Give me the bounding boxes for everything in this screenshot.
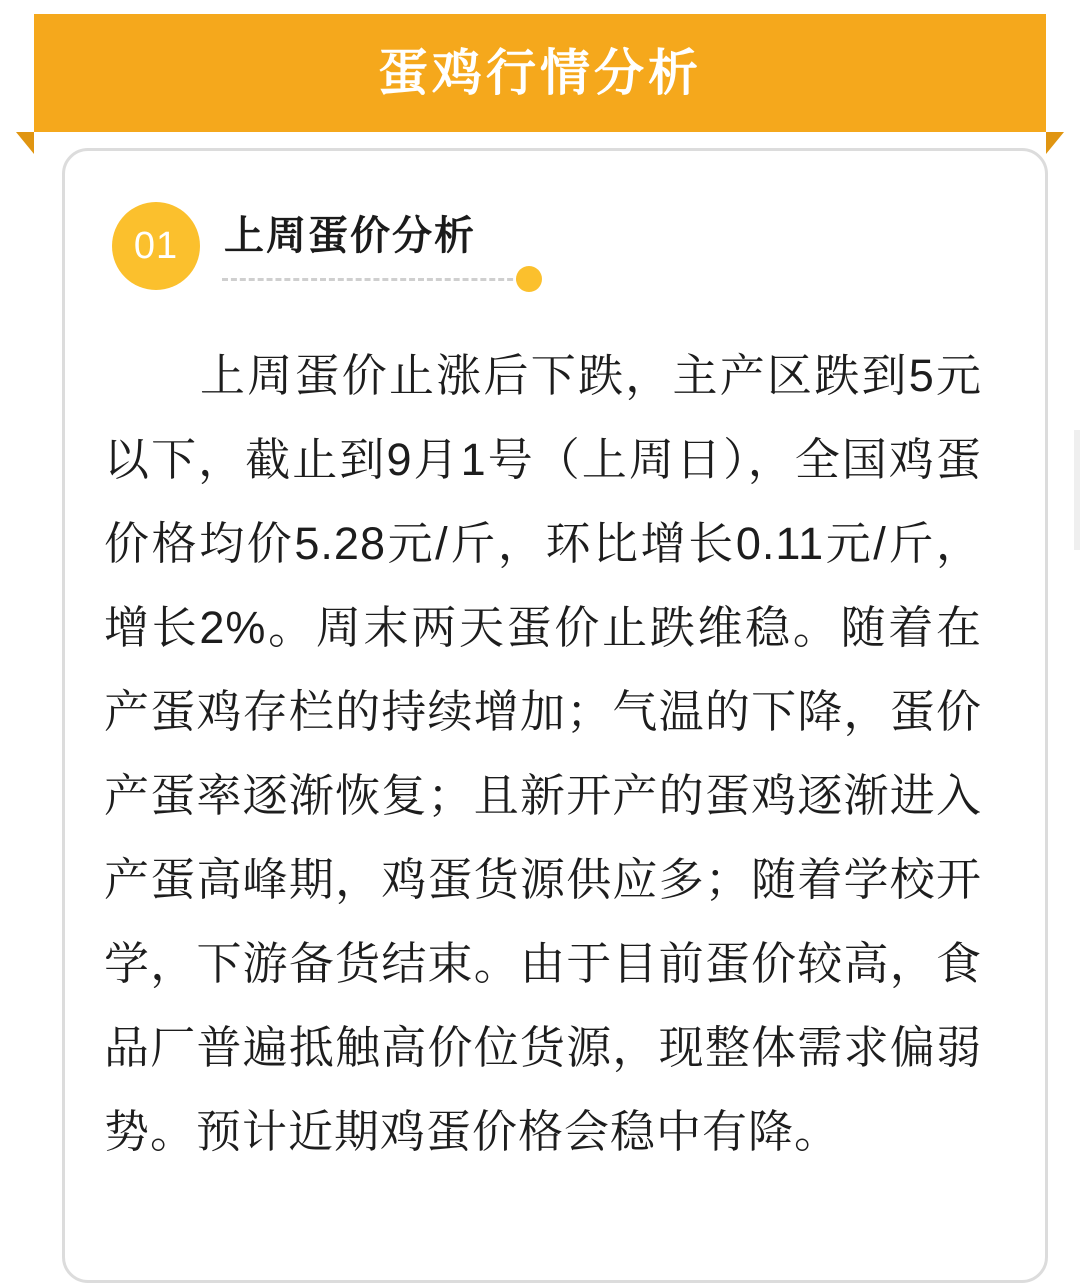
header-banner (34, 14, 1046, 132)
banner-fold-right-icon (1046, 132, 1064, 154)
section-title: 上周蛋价分析 (224, 214, 476, 258)
banner-fold-left-icon (16, 132, 34, 154)
section-paragraph: 上周蛋价止涨后下跌，主产区跌到5元以下，截止到9月1号（上周日），全国鸡蛋价格均价5.28元/斤，环比增长0.11元/斤，增长2%。周末两天蛋价止跌维稳。随着在产蛋鸡存栏的持续增加；气温的下降，蛋价产蛋率逐渐恢复；且新开产的蛋鸡逐渐进入产蛋高峰期，鸡蛋货源供应多；随着学校开学，下游备货结束。由于目前蛋价较高，食品厂普遍抵触高价位货源，现整体需求偏弱势。预计近期鸡蛋价格会稳中有降。 (104, 350, 982, 1157)
page-title: 蛋鸡行情分析 (378, 45, 702, 101)
divider-end-dot-icon (516, 266, 542, 292)
section-header (112, 202, 1012, 296)
section-number-badge: 01 (112, 202, 200, 290)
page-edge-strip (1074, 430, 1080, 550)
divider-dashed (222, 278, 522, 281)
